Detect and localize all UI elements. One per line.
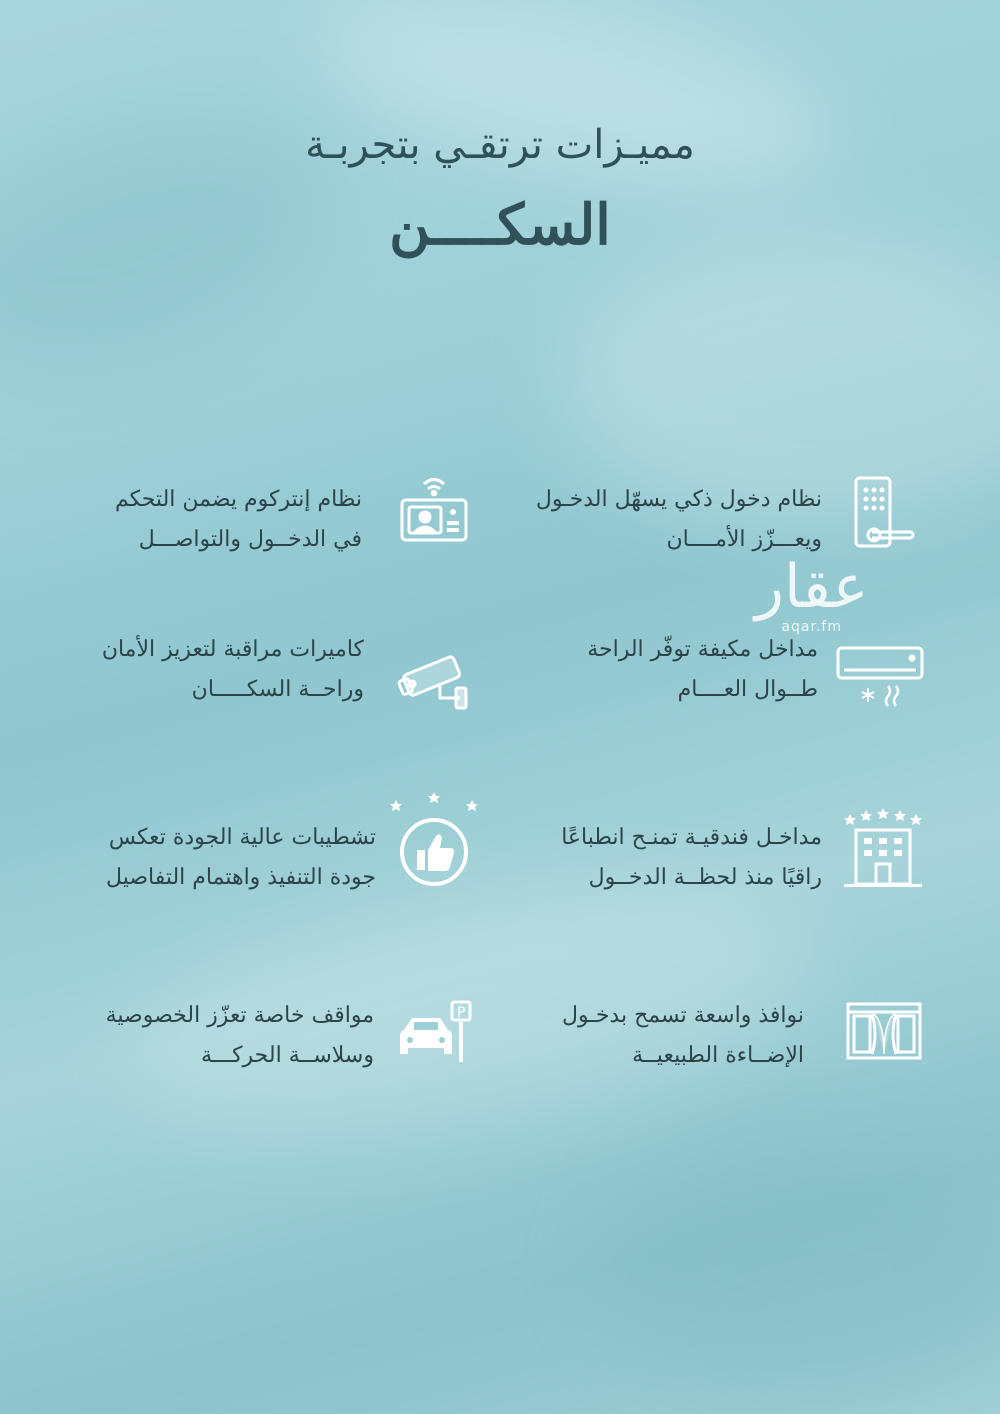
feature-line: وراحــة السكـــــان xyxy=(191,677,364,702)
feature-line: ويعـــزّز الأمــــان xyxy=(666,527,822,552)
background-wash xyxy=(600,1150,1000,1390)
feature-hotel-entrances xyxy=(561,818,822,898)
aqar-watermark xyxy=(755,552,869,635)
feature-smart-entry xyxy=(536,480,822,560)
feature-line: الإضــاءة الطبيعيــة xyxy=(632,1043,804,1068)
feature-line: تشطيبات عالية الجودة تعكس xyxy=(108,825,376,850)
feature-line: مواقف خاصة تعزّز الخصوصية xyxy=(105,1003,374,1028)
feature-line: مداخـل فندقيـة تمنـح انطباعًا xyxy=(561,825,822,850)
watermark-url: aqar.fm xyxy=(781,619,842,635)
background-wash xyxy=(309,0,851,222)
hotel-building-icon xyxy=(840,806,926,890)
feature-air-conditioned xyxy=(587,630,818,710)
feature-line: كاميرات مراقبة لتعزيز الأمان xyxy=(101,637,364,662)
page-subtitle: السكــــن xyxy=(389,192,611,258)
feature-line: مداخل مكيفة توفّر الراحة xyxy=(587,637,818,662)
feature-line: نوافذ واسعة تسمح بدخـول xyxy=(562,1003,804,1028)
feature-high-quality-finishes xyxy=(106,818,376,898)
feature-line: في الدخــول والتواصـــل xyxy=(138,527,362,552)
window-icon xyxy=(844,1000,924,1062)
watermark-logo: عقار xyxy=(755,552,869,622)
feature-cameras xyxy=(102,630,364,710)
feature-line: جودة التنفيذ واهتمام التفاصيل xyxy=(106,865,376,890)
feature-wide-windows xyxy=(562,996,804,1076)
feature-private-parking xyxy=(106,996,374,1076)
feature-line: نظام إنتركوم يضمن التحكم xyxy=(114,487,362,512)
feature-intercom xyxy=(115,480,362,560)
feature-line: راقيًا منذ لحظــة الدخــول xyxy=(588,865,822,890)
feature-line: طــوال العــــام xyxy=(677,677,818,702)
svg-text:P: P xyxy=(457,1005,466,1021)
feature-line: نظام دخول ذكي يسهّل الدخـول xyxy=(535,487,822,512)
car-parking-icon xyxy=(394,1000,474,1064)
security-camera-icon xyxy=(396,640,472,716)
air-conditioner-icon xyxy=(834,640,926,716)
thumbs-up-quality-icon xyxy=(386,790,482,890)
smart-lock-icon xyxy=(840,474,916,550)
page-title: مميـزات ترتقـي بتجربـة xyxy=(305,122,695,168)
intercom-icon xyxy=(396,470,472,546)
feature-line: وسلاســة الحركـــة xyxy=(200,1043,374,1068)
